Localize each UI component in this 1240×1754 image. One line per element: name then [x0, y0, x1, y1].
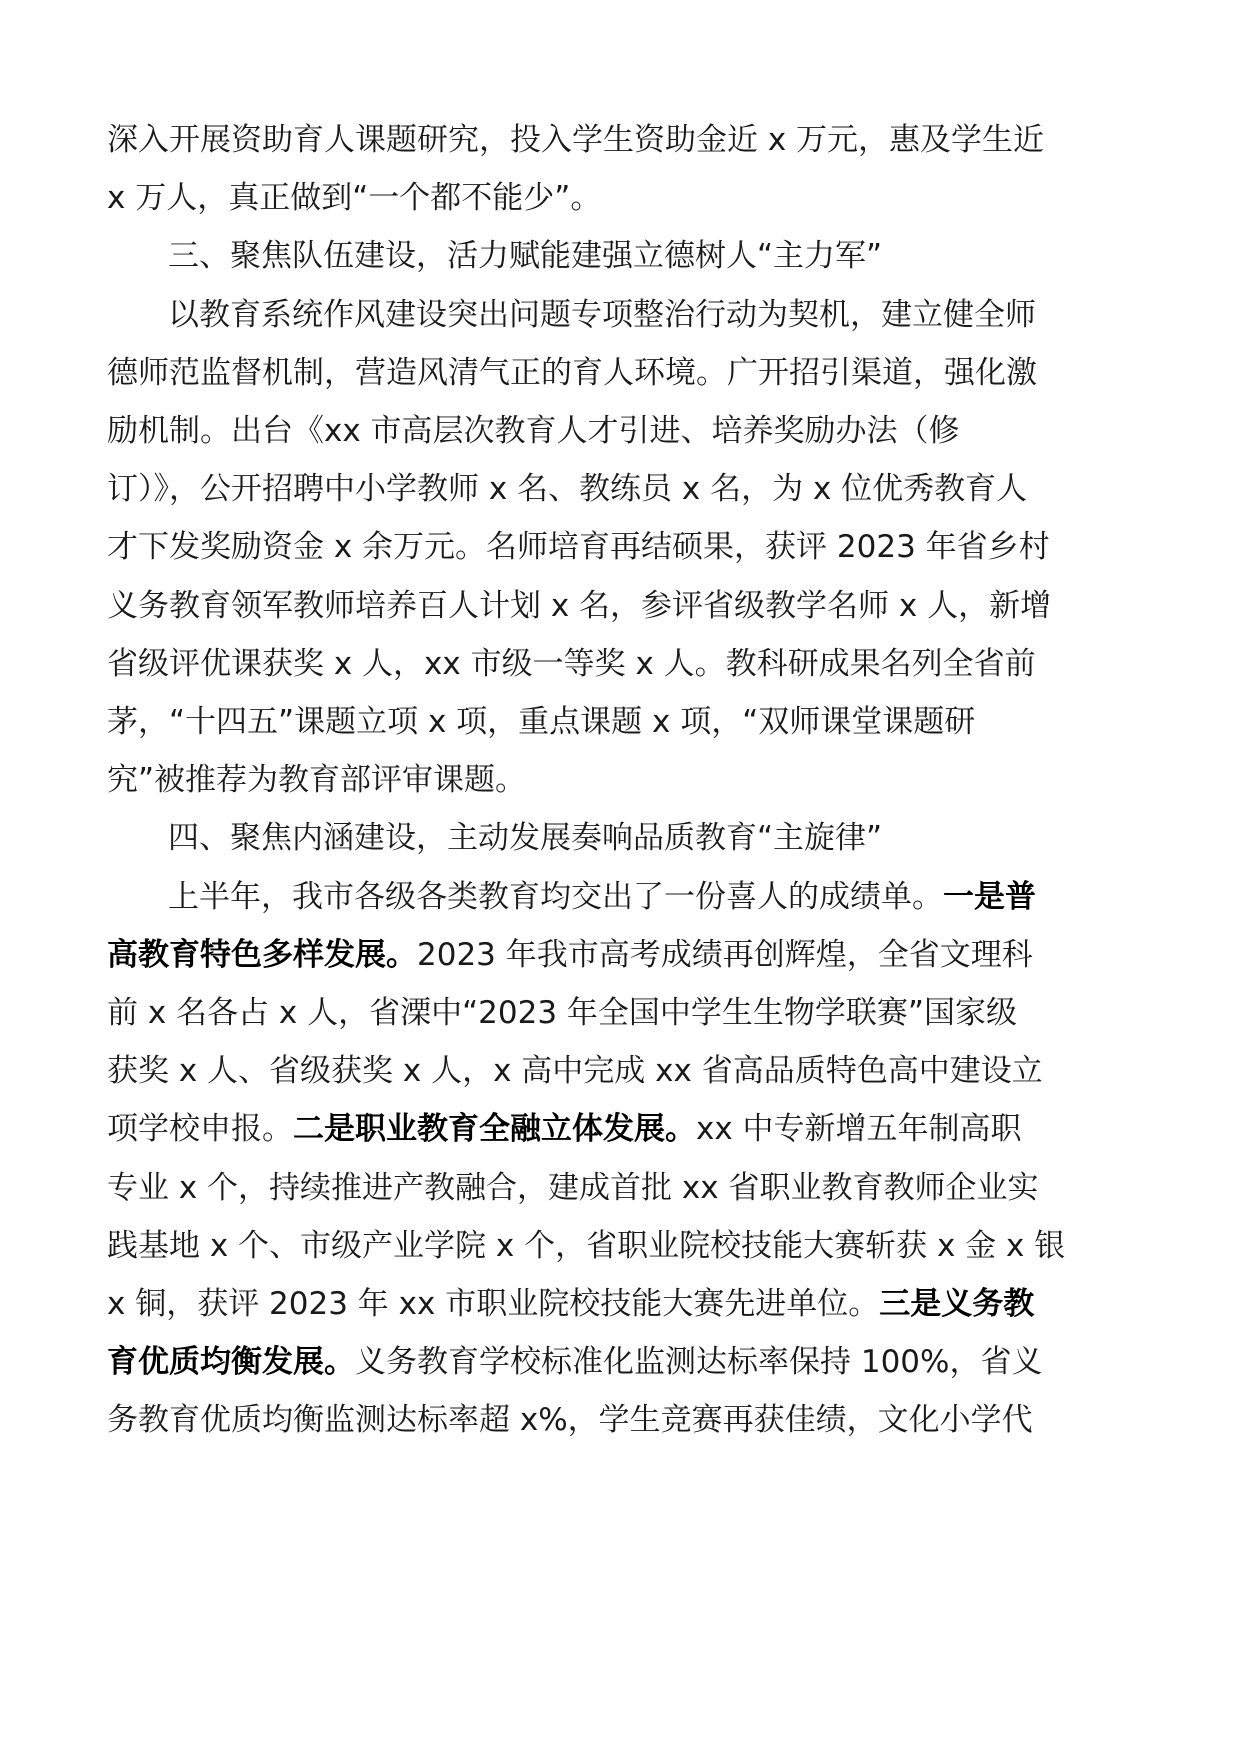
text-segment: 德师范监督机制，营造风清气正的育人环境。广开招引渠道，强化激 [107, 354, 1037, 391]
text-segment: xx 中专新增五年制高职 [696, 1111, 1022, 1148]
text-line [0, 574, 1240, 638]
bold-text-segment: 一是普 [943, 878, 1036, 915]
text-line [0, 341, 1240, 405]
text-line [0, 1097, 1240, 1161]
text-line [0, 166, 1240, 230]
text-segment: 2023 年我市高考成绩再创辉煌，全省文理科 [417, 936, 1033, 973]
text-segment: 义务教育学校标准化监测达标率保持 100%，省义 [355, 1344, 1043, 1381]
text-segment: 才下发奖励资金 x 余万元。名师培育再结硕果，获评 2023 年省乡村 [107, 529, 1050, 566]
text-segment: 务教育优质均衡监测达标率超 x%，学生竞赛再获佳绩，文化小学代 [107, 1402, 1033, 1439]
text-line [0, 690, 1240, 754]
text-segment: 订）》，公开招聘中小学教师 x 名、教练员 x 名，为 x 位优秀教育人 [107, 471, 1028, 508]
text-segment: 上半年，我市各级各类教育均交出了一份喜人的成绩单。 [168, 878, 943, 915]
bold-text-segment: 育优质均衡发展。 [107, 1344, 355, 1381]
text-segment: 茅，“十四五”课题立项 x 项，重点课题 x 项，“双师课堂课题研 [107, 704, 976, 740]
text-segment: 践基地 x 个、市级产业学院 x 个，省职业院校技能大赛斩获 x 金 x 银 [107, 1227, 1066, 1264]
text-line [0, 399, 1240, 463]
text-line [0, 865, 1240, 929]
text-segment: 义务教育领军教师培养百人计划 x 名，参评省级教学名师 x 人，新增 [107, 587, 1052, 624]
text-line [0, 108, 1240, 172]
text-segment: 深入开展资助育人课题研究，投入学生资助金近 x 万元，惠及学生近 [107, 122, 1045, 158]
text-line [0, 1388, 1240, 1452]
text-line [0, 515, 1240, 579]
text-line [0, 457, 1240, 521]
text-segment: 究”被推荐为教育部评审课题。 [107, 762, 527, 799]
text-line [0, 1156, 1240, 1220]
text-segment: x 万人，真正做到“一个都不能少”。 [107, 180, 602, 217]
text-line [0, 632, 1240, 696]
text-segment: 励机制。出台《xx 市高层次教育人才引进、培养奖励办法（修 [107, 413, 960, 449]
text-segment: 省级评优课获奖 x 人，xx 市级一等奖 x 人。教科研成果名列全省前 [107, 645, 1036, 682]
text-line [0, 283, 1240, 347]
text-line [0, 1272, 1240, 1336]
text-segment: 专业 x 个，持续推进产教融合，建成首批 xx 省职业教育教师企业实 [107, 1169, 1039, 1206]
text-segment: 项学校申报。 [107, 1111, 293, 1148]
bold-text-segment: 二是职业教育全融立体发展。 [293, 1111, 696, 1148]
text-segment: 获奖 x 人、省级获奖 x 人，x 高中完成 xx 省高品质特色高中建设立 [107, 1053, 1043, 1090]
text-segment: x 铜，获评 2023 年 xx 市职业院校技能大赛先进单位。 [107, 1286, 880, 1322]
text-line [0, 923, 1240, 987]
text-line [0, 224, 1240, 288]
text-line [0, 1214, 1240, 1278]
bold-text-segment: 高教育特色多样发展。 [107, 936, 417, 973]
text-line [0, 981, 1240, 1045]
text-segment: 三、聚焦队伍建设，活力赋能建强立德树人“主力军” [168, 238, 883, 275]
text-segment: 四、聚焦内涵建设，主动发展奏响品质教育“主旋律” [168, 820, 883, 857]
text-line [0, 1039, 1240, 1103]
text-segment: 前 x 名各占 x 人，省溧中“2023 年全国中学生生物学联赛”国家级 [107, 995, 1017, 1031]
text-segment: 以教育系统作风建设突出问题专项整治行动为契机，建立健全师 [168, 296, 1036, 333]
text-line [0, 1330, 1240, 1394]
text-line [0, 748, 1240, 812]
bold-text-segment: 三是义务教 [879, 1286, 1035, 1322]
text-line [0, 806, 1240, 870]
